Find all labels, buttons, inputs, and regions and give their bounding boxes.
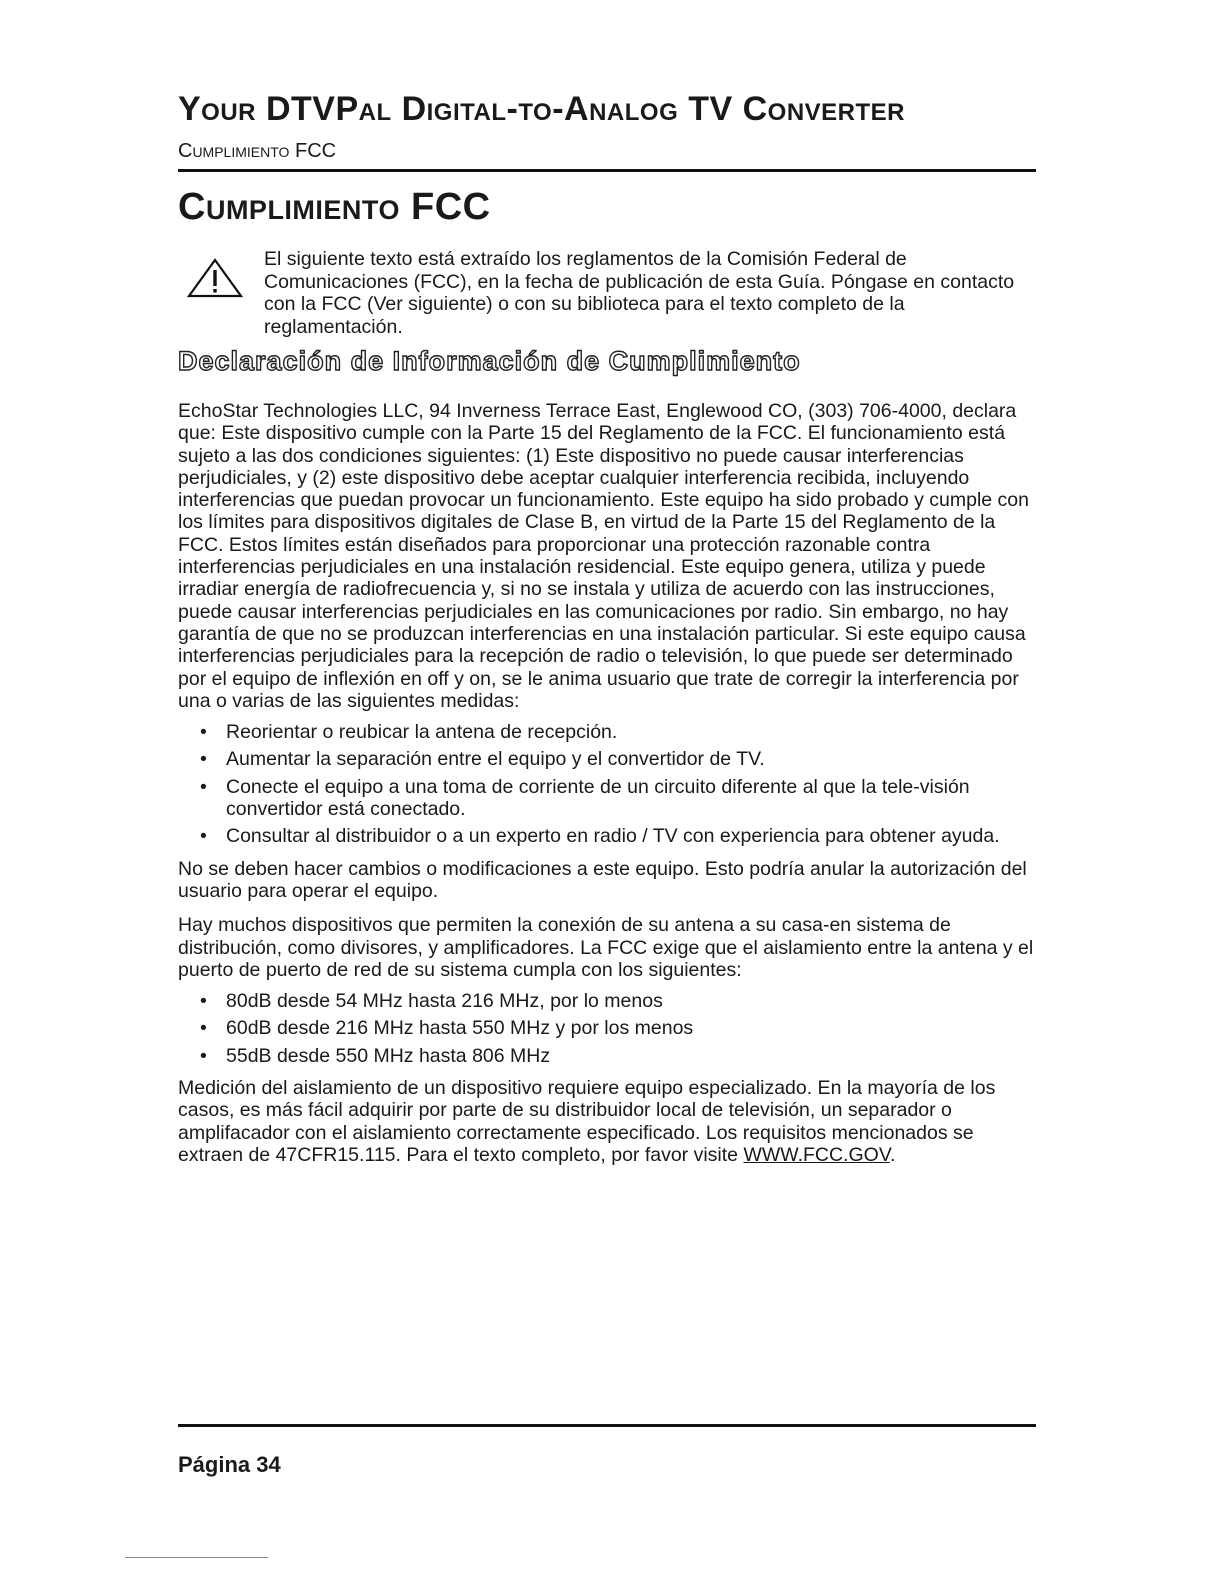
section-title: Cumplimiento FCC — [178, 186, 491, 228]
scan-artifact-line — [125, 1557, 268, 1558]
list-item: • 80dB desde 54 MHz hasta 216 MHz, por lo menos — [200, 990, 663, 1013]
bullet-icon: • — [200, 990, 207, 1013]
bullet-icon: • — [200, 825, 207, 848]
list-item: • Consultar al distribuidor o a un experto en radio / TV con experiencia para obtener ayuda. — [200, 825, 1000, 848]
intro-text: El siguiente texto está extraído los reglamentos de la Comisión Federal de Comunicaciones (FCC), en la fecha de publicación de esta Guía. Póngase en contacto con la FCC (Ver siguiente) o con su biblioteca para el texto completo de la reglamentación. — [264, 248, 1015, 338]
declaration-heading: Declaración de Información de Cumplimiento — [178, 346, 801, 376]
declaration-paragraph: EchoStar Technologies LLC, 94 Inverness Terrace East, Englewood CO, (303) 706-4000, declara que: Este dispositivo cumple con la Parte 15 del Reglamento de la FCC. El funcionamiento está sujeto a las dos condiciones siguientes: (1) Este dispositivo no puede causar interferencias perjudiciales, y (2) este dispositivo debe aceptar cualquier interferencia recibida, incluyendo interferencias que puedan provocar un funcionamiento. Este equipo ha sido probado y cumple con los límites para dispositivos digitales de Clase B, en virtud de la Parte 15 del Reglamento de la FCC. Estos límites están diseñados para proporcionar una protección razonable contra interferencias perjudiciales en una instalación residencial. Este equipo genera, utiliza y puede irradiar energía de radiofrecuencia y, si no se instala y utiliza de acuerdo con las instrucciones, puede causar interferencias perjudiciales en las comunicaciones por radio. Sin embargo, no hay garantía de que no se produzcan interferencias en una instalación particular. Si este equipo causa interferencias perjudiciales para la recepción de radio o televisión, lo que puede ser determinado por el equipo de inflexión en off y on, se le anima usuario que trate de corregir la interferencia por una o varias de las siguientes medidas: — [178, 400, 1029, 712]
bullet-icon: • — [200, 748, 207, 771]
list-item: • 60dB desde 216 MHz hasta 550 MHz y por los menos — [200, 1017, 694, 1040]
list-item: • Reorientar o reubicar la antena de recepción. — [200, 721, 618, 744]
bullet-icon: • — [200, 1044, 207, 1067]
isolation-paragraph: Hay muchos dispositivos que permiten la conexión de su antena a su casa-en sistema de distribución, como divisores, y amplificadores. La FCC exige que el aislamiento entre la antena y el puerto de puerto de red de su sistema cumpla con los siguientes: — [178, 914, 1034, 981]
list-item: • 55dB desde 550 MHz hasta 806 MHz — [200, 1044, 551, 1067]
document-title: Your DTVPal Digital-to-Analog TV Converter — [178, 90, 905, 128]
bullet-icon: • — [200, 1017, 207, 1040]
header-divider — [178, 169, 1036, 172]
footer-divider — [178, 1424, 1036, 1427]
fcc-website-link[interactable]: WWW.FCC.GOV — [743, 1143, 891, 1166]
list-item: • Conecte el equipo a una toma de corriente de un circuito diferente al que la tele-visión convertidor está conectado. — [200, 775, 970, 821]
declaration-body — [178, 400, 1036, 1166]
isolation-list — [178, 990, 1036, 1067]
modification-warning: No se deben hacer cambios o modificaciones a este equipo. Esto podría anular la autorización del usuario para operar el equipo. — [178, 857, 1027, 902]
page-number: Página 34 — [178, 1452, 281, 1477]
bullet-icon: • — [200, 775, 207, 798]
bullet-icon: • — [200, 721, 207, 744]
document-subtitle: Cumplimiento FCC — [178, 140, 337, 162]
manual-page — [178, 0, 1036, 1584]
measures-list — [178, 721, 1036, 847]
warning-triangle-icon — [186, 258, 244, 298]
measurement-paragraph: Medición del aislamiento de un dispositivo requiere equipo especializado. En la mayoría de los casos, es más fácil adquirir por parte de su distribuidor local de televisión, un separador o amplifacador con el aislamiento correctamente especificado. Los requisitos mencionados se extraen de 47CFR15.115. Para el texto completo, por favor visite WWW.FCC.GOV. — [178, 1077, 996, 1166]
list-item: • Aumentar la separación entre el equipo y el convertidor de TV. — [200, 748, 765, 771]
